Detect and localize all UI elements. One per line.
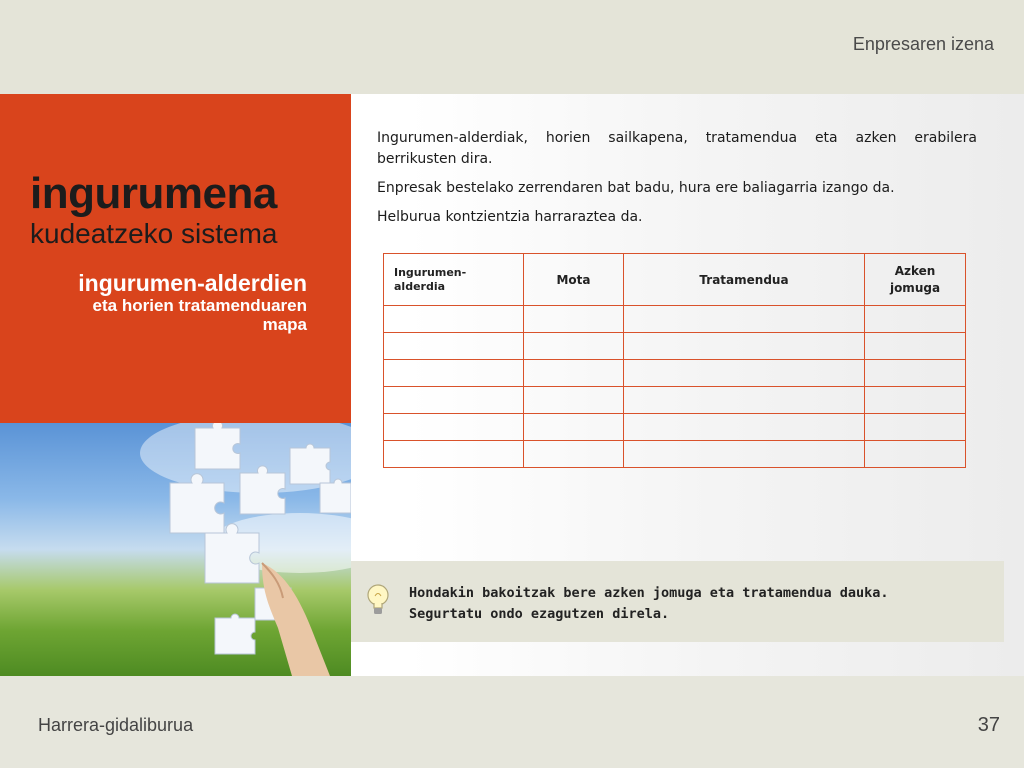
table-cell[interactable]	[624, 333, 865, 360]
table-cell[interactable]	[524, 387, 624, 414]
slide-title: ingurumena	[30, 169, 277, 218]
table-cell[interactable]	[624, 414, 865, 441]
table-cell[interactable]	[524, 360, 624, 387]
table-cell[interactable]	[384, 387, 524, 414]
table-cell[interactable]	[384, 441, 524, 468]
table-header-row	[384, 254, 966, 306]
topic-line-2: eta horien tratamenduaren	[92, 296, 307, 315]
slide-subtitle: kudeatzeko sistema	[30, 218, 278, 249]
table-row	[384, 360, 966, 387]
puzzle-illustration	[0, 423, 351, 676]
table-cell[interactable]	[865, 414, 966, 441]
table-cell[interactable]	[384, 360, 524, 387]
tip-box	[351, 561, 1004, 642]
aspects-table	[383, 253, 966, 468]
header-aspect-line2: alderdia	[394, 279, 446, 293]
table-cell[interactable]	[524, 306, 624, 333]
tip-line-2: Segurtatu ondo ezagutzen direla.	[409, 606, 670, 622]
table-row	[384, 414, 966, 441]
table-cell[interactable]	[865, 360, 966, 387]
header-treatment: Tratamendua	[624, 254, 865, 306]
table-cell[interactable]	[624, 387, 865, 414]
table-row	[384, 441, 966, 468]
table-cell[interactable]	[524, 441, 624, 468]
topic-line-3: mapa	[262, 315, 307, 334]
table-cell[interactable]	[384, 333, 524, 360]
tip-line-1: Hondakin bakoitzak bere azken jomuga eta tratamendua dauka.	[409, 585, 889, 601]
table-cell[interactable]	[524, 414, 624, 441]
table-cell[interactable]	[384, 414, 524, 441]
page-number: 37	[977, 714, 1000, 736]
table-cell[interactable]	[524, 333, 624, 360]
content-text	[377, 128, 977, 236]
title-panel	[0, 94, 351, 423]
header-destination	[865, 254, 966, 306]
puzzle-sky-image	[0, 423, 351, 676]
topic-heading	[78, 270, 307, 334]
header-aspect	[384, 254, 524, 306]
footer-guide-name: Harrera-gidaliburua	[38, 715, 194, 735]
table-row	[384, 387, 966, 414]
table-cell[interactable]	[865, 306, 966, 333]
lightbulb-icon	[365, 583, 391, 621]
paragraph-1: Ingurumen-alderdiak, horien sailkapena, tratamendua eta azken erabilera berrikusten dira.	[377, 130, 977, 167]
header-destination-line2: jomuga	[889, 280, 941, 295]
topic-line-1: ingurumen-alderdien	[78, 270, 307, 296]
company-name: Enpresaren izena	[852, 34, 994, 54]
header-destination-line1: Azken	[894, 263, 936, 278]
paragraph-2: Enpresak bestelako zerrendaren bat badu, hura ere baliagarria izango da.	[377, 180, 895, 196]
table-cell[interactable]	[624, 360, 865, 387]
header-type: Mota	[524, 254, 624, 306]
table-cell[interactable]	[865, 387, 966, 414]
table-row	[384, 306, 966, 333]
header-aspect-line1: Ingurumen-	[394, 265, 467, 279]
table-cell[interactable]	[865, 441, 966, 468]
tip-text	[409, 583, 889, 625]
paragraph-3: Helburua kontzientzia harraraztea da.	[377, 209, 643, 225]
table-cell[interactable]	[384, 306, 524, 333]
table-cell[interactable]	[865, 333, 966, 360]
table-cell[interactable]	[624, 306, 865, 333]
table-cell[interactable]	[624, 441, 865, 468]
table-row	[384, 333, 966, 360]
